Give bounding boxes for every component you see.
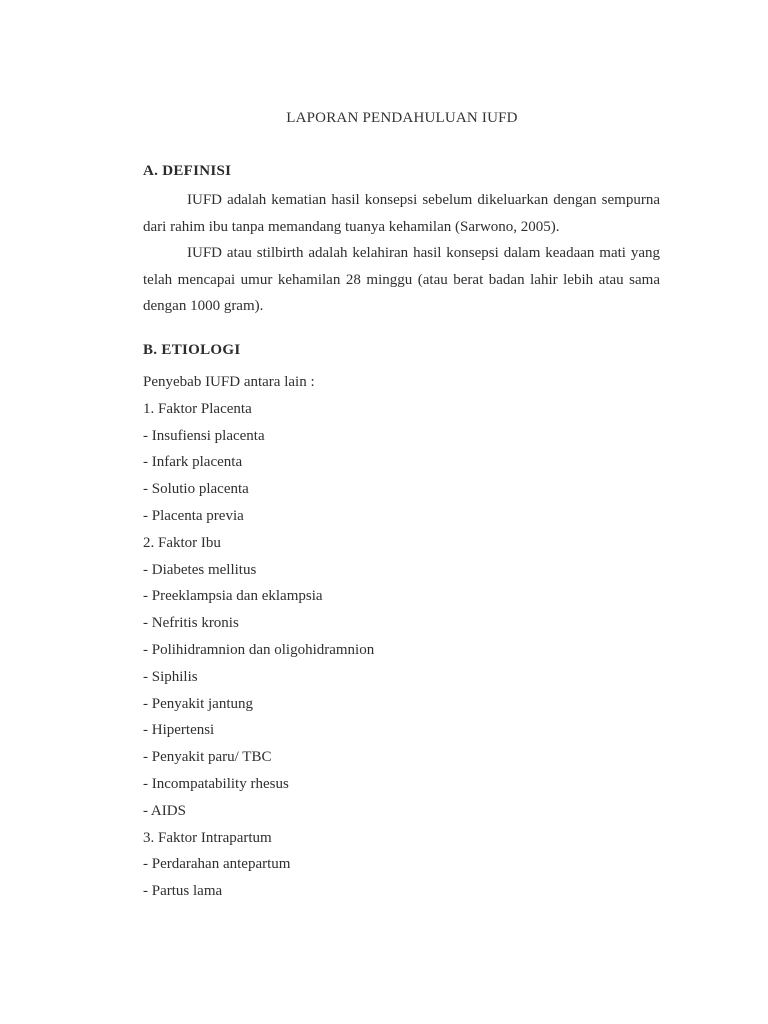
list-item: - Diabetes mellitus [143, 561, 257, 578]
list-item: - Incompatability rhesus [143, 775, 289, 792]
list-item: 3. Faktor Intrapartum [143, 829, 272, 846]
etiology-list [143, 369, 663, 905]
list-item: - Penyakit paru/ TBC [143, 749, 272, 766]
list-item: - Solutio placenta [143, 481, 249, 498]
list-item: - Siphilis [143, 668, 198, 685]
list-item: - Hipertensi [143, 722, 215, 739]
section-heading-definisi: A. DEFINISI [143, 163, 232, 179]
definition-paragraph-text: IUFD atau stilbirth adalah kelahiran hasil konsepsi dalam keadaan mati yang telah mencapai umur kehamilan 28 minggu (atau berat badan lahir lebih atau sama dengan 1000 gram). [143, 245, 660, 314]
list-item: - Penyakit jantung [143, 695, 253, 712]
etiology-intro: Penyebab IUFD antara lain : [143, 374, 315, 390]
list-item: - Polihidramnion dan oligohidramnion [143, 641, 375, 658]
list-item: 2. Faktor Ibu [143, 534, 221, 551]
list-item: 1. Faktor Placenta [143, 400, 252, 417]
definition-paragraph-text: IUFD adalah kematian hasil konsepsi sebelum dikeluarkan dengan sempurna dari rahim ibu tanpa memandang tuanya kehamilan (Sarwono, 2005). [143, 192, 660, 235]
list-item: - Partus lama [143, 883, 223, 900]
list-item: - Placenta previa [143, 507, 244, 524]
list-item: - Nefritis kronis [143, 615, 239, 632]
list-item: - Insufiensi placenta [143, 427, 265, 444]
definition-paragraph [143, 240, 660, 320]
list-item: - Perdarahan antepartum [143, 856, 291, 873]
list-item: - Infark placenta [143, 454, 243, 471]
section-heading-etiologi: B. ETIOLOGI [143, 342, 241, 358]
document-title: LAPORAN PENDAHULUAN IUFD [286, 110, 518, 126]
definition-paragraph [143, 187, 660, 240]
list-item: - AIDS [143, 802, 186, 819]
list-item: - Preeklampsia dan eklampsia [143, 588, 323, 605]
